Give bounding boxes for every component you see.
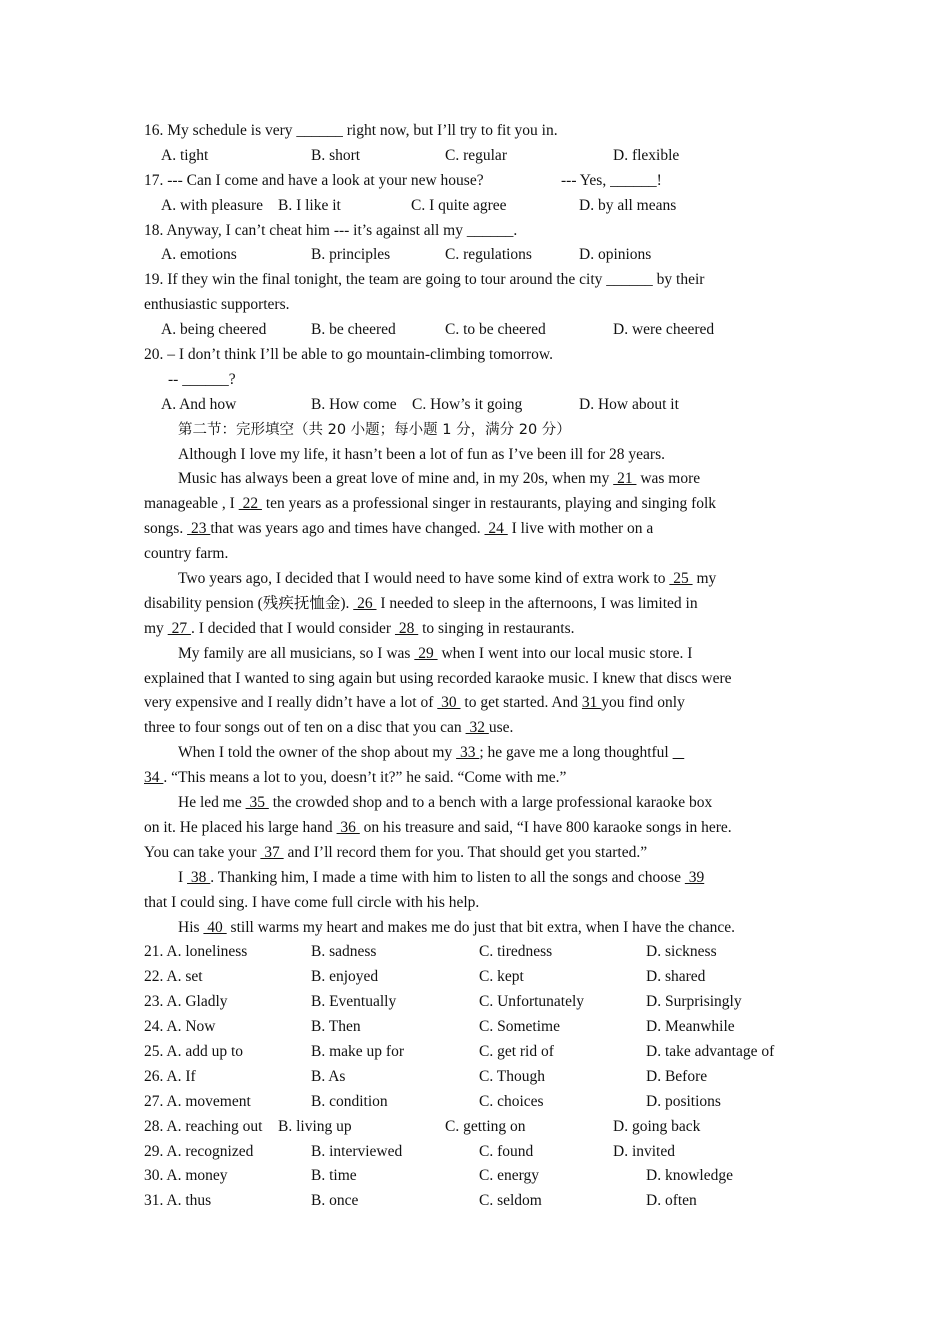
option-d[interactable]: D. How about it bbox=[579, 395, 679, 413]
cloze-option-b[interactable]: B. Eventually bbox=[311, 993, 397, 1011]
blank-21[interactable]: 21 bbox=[613, 470, 637, 488]
option-b[interactable]: B. be cheered bbox=[311, 321, 396, 339]
blank-37[interactable]: 37 bbox=[260, 843, 284, 861]
cloze-option-c[interactable]: C. Though bbox=[479, 1067, 546, 1085]
cloze-option-row bbox=[144, 1140, 809, 1165]
passage-line: 34 . “This means a lot to you, doesn’t it?” he said. “Come with me.” bbox=[144, 769, 567, 787]
cloze-option-b[interactable]: B. living up bbox=[278, 1117, 352, 1135]
cloze-option-d[interactable]: D. take advantage of bbox=[646, 1042, 775, 1060]
blank-29[interactable]: 29 bbox=[414, 644, 438, 662]
passage-line: my 27 . I decided that I would consider 28 to singing in restaurants. bbox=[144, 619, 575, 637]
blank-36[interactable]: 36 bbox=[336, 818, 360, 836]
cloze-option-a[interactable]: 21. A. loneliness bbox=[144, 943, 248, 961]
passage-line: three to four songs out of ten on a disc that you can 32 use. bbox=[144, 719, 514, 737]
blank-33[interactable]: 33 bbox=[456, 744, 480, 762]
cloze-option-d[interactable]: D. positions bbox=[646, 1092, 721, 1110]
option-a[interactable]: A. And how bbox=[161, 395, 237, 413]
cloze-option-row bbox=[144, 1015, 809, 1040]
option-a[interactable]: A. with pleasure bbox=[161, 196, 264, 214]
cloze-option-d[interactable]: D. Surprisingly bbox=[646, 993, 742, 1011]
passage-line: on it. He placed his large hand 36 on his treasure and said, “I have 800 karaoke songs in here. bbox=[144, 818, 732, 836]
question-17-reply: --- Yes, ______! bbox=[561, 171, 662, 189]
question-19-options bbox=[144, 318, 809, 343]
cloze-option-a[interactable]: 22. A. set bbox=[144, 968, 203, 986]
option-c[interactable]: C. How’s it going bbox=[412, 395, 523, 413]
cloze-option-d[interactable]: D. invited bbox=[613, 1142, 675, 1160]
question-19-stem-cont: enthusiastic supporters. bbox=[144, 296, 290, 314]
option-d[interactable]: D. by all means bbox=[579, 196, 677, 214]
option-b[interactable]: B. short bbox=[311, 146, 361, 164]
cloze-option-c[interactable]: C. tiredness bbox=[479, 943, 553, 961]
cloze-option-a[interactable]: 25. A. add up to bbox=[144, 1042, 244, 1060]
question-18-options bbox=[144, 243, 809, 268]
option-b[interactable]: B. principles bbox=[311, 246, 391, 264]
cloze-option-c[interactable]: C. choices bbox=[479, 1092, 544, 1110]
cloze-option-d[interactable]: D. knowledge bbox=[646, 1167, 733, 1185]
cloze-option-b[interactable]: B. time bbox=[311, 1167, 357, 1185]
cloze-option-b[interactable]: B. Then bbox=[311, 1018, 361, 1036]
option-d[interactable]: D. flexible bbox=[613, 146, 680, 164]
cloze-option-c[interactable]: C. found bbox=[479, 1142, 534, 1160]
blank-27[interactable]: 27 bbox=[167, 619, 191, 637]
passage-line: manageable , I 22 ten years as a professional singer in restaurants, playing and singing folk bbox=[144, 495, 717, 513]
cloze-option-c[interactable]: C. Unfortunately bbox=[479, 993, 585, 1011]
cloze-option-b[interactable]: B. enjoyed bbox=[311, 968, 379, 986]
passage-line: explained that I wanted to sing again but using recorded karaoke music. I knew that discs were bbox=[144, 669, 732, 687]
passage-line: country farm. bbox=[144, 545, 229, 563]
option-d[interactable]: D. were cheered bbox=[613, 321, 715, 339]
cloze-option-row bbox=[144, 940, 809, 965]
blank-38[interactable]: 38 bbox=[187, 868, 211, 886]
passage-line: My family are all musicians, so I was 29 when I went into our local music store. I bbox=[178, 644, 693, 662]
cloze-option-a[interactable]: 23. A. Gladly bbox=[144, 993, 228, 1011]
option-c[interactable]: C. to be cheered bbox=[445, 321, 546, 339]
passage-line: His 40 still warms my heart and makes me do just that bit extra, when I have the chance. bbox=[178, 918, 736, 936]
exam-page bbox=[144, 119, 809, 1214]
cloze-option-row bbox=[144, 1115, 809, 1140]
option-a[interactable]: A. being cheered bbox=[161, 321, 267, 339]
passage-line: Two years ago, I decided that I would need to have some kind of extra work to 25 my bbox=[178, 570, 717, 588]
cloze-option-c[interactable]: C. kept bbox=[479, 968, 524, 986]
question-16-options bbox=[144, 144, 809, 169]
question-17-options bbox=[144, 194, 809, 219]
cloze-option-row bbox=[144, 1189, 809, 1214]
cloze-options bbox=[144, 940, 809, 1214]
cloze-option-c[interactable]: C. Sometime bbox=[479, 1018, 560, 1036]
cloze-option-b[interactable]: B. once bbox=[311, 1192, 359, 1210]
blank-32[interactable]: 32 bbox=[465, 719, 489, 737]
blank-28[interactable]: 28 bbox=[394, 619, 419, 637]
cloze-option-row bbox=[144, 990, 809, 1015]
blank-24[interactable]: 24 bbox=[484, 520, 508, 538]
cloze-option-d[interactable]: D. going back bbox=[613, 1117, 701, 1135]
cloze-option-a[interactable]: 30. A. money bbox=[144, 1167, 228, 1185]
cloze-option-row bbox=[144, 1090, 809, 1115]
cloze-option-d[interactable]: D. Meanwhile bbox=[646, 1018, 735, 1036]
passage-line: He led me 35 the crowded shop and to a bench with a large professional karaoke box bbox=[178, 794, 713, 812]
passage-line: songs. 23 that was years ago and times have changed. 24 I live with mother on a bbox=[144, 520, 654, 538]
blank-26[interactable]: 26 bbox=[353, 594, 377, 612]
cloze-option-d[interactable]: D. often bbox=[646, 1192, 697, 1210]
cloze-option-c[interactable]: C. getting on bbox=[445, 1117, 526, 1135]
passage-line: I 38 . Thanking him, I made a time with him to listen to all the songs and choose 39 bbox=[178, 868, 705, 886]
cloze-option-d[interactable]: D. sickness bbox=[646, 943, 717, 961]
cloze-option-a[interactable]: 29. A. recognized bbox=[144, 1142, 254, 1160]
cloze-option-a[interactable]: 28. A. reaching out bbox=[144, 1117, 263, 1135]
cloze-option-row bbox=[144, 1065, 809, 1090]
cloze-option-a[interactable]: 26. A. If bbox=[144, 1067, 196, 1085]
option-d[interactable]: D. opinions bbox=[579, 246, 652, 264]
option-a[interactable]: A. emotions bbox=[161, 246, 237, 264]
passage-line: When I told the owner of the shop about my 33 ; he gave me a long thoughtful bbox=[144, 741, 809, 766]
blank-40[interactable]: 40 bbox=[203, 918, 227, 936]
blank-25[interactable]: 25 bbox=[669, 570, 693, 588]
option-c[interactable]: C. regular bbox=[445, 146, 507, 164]
blank-35[interactable]: 35 bbox=[245, 794, 269, 812]
question-20-options bbox=[144, 393, 809, 418]
option-c[interactable]: C. regulations bbox=[445, 246, 532, 264]
blank-22[interactable]: 22 bbox=[238, 495, 262, 513]
cloze-option-b[interactable]: B. As bbox=[311, 1067, 346, 1085]
passage-line: You can take your 37 and I’ll record them for you. That should get you started.” bbox=[144, 843, 648, 861]
passage-line: Music has always been a great love of mine and, in my 20s, when my 21 was more bbox=[178, 470, 701, 488]
blank-34-start[interactable] bbox=[673, 744, 685, 761]
section-title: 第二节：完形填空（共 20 小题；每小题 1 分，满分 20 分） bbox=[178, 421, 571, 438]
passage-line: very expensive and I really didn’t have a lot of 30 to get started. And 31 you find only bbox=[144, 694, 685, 712]
passage-line: Although I love my life, it hasn’t been a lot of fun as I’ve been ill for 28 years. bbox=[178, 445, 665, 463]
option-a[interactable]: A. tight bbox=[161, 146, 209, 164]
blank-39[interactable]: 39 bbox=[684, 868, 705, 886]
cloze-option-a[interactable]: 24. A. Now bbox=[144, 1018, 216, 1036]
option-b[interactable]: B. How come bbox=[311, 395, 397, 413]
cloze-option-d[interactable]: D. Before bbox=[646, 1067, 708, 1085]
cloze-option-c[interactable]: C. seldom bbox=[479, 1192, 542, 1210]
blank-23[interactable]: 23 bbox=[187, 520, 211, 538]
option-b[interactable]: B. I like it bbox=[278, 196, 341, 214]
cloze-option-b[interactable]: B. sadness bbox=[311, 943, 377, 961]
passage-line: disability pension (残疾抚恤金). 26 I needed to sleep in the afternoons, I was limited in bbox=[144, 594, 698, 612]
passage-line: that I could sing. I have come full circle with his help. bbox=[144, 893, 480, 911]
option-c[interactable]: C. I quite agree bbox=[411, 196, 507, 214]
cloze-option-d[interactable]: D. shared bbox=[646, 968, 706, 986]
question-16-stem: 16. My schedule is very ______ right now, but I’ll try to fit you in. bbox=[144, 122, 558, 139]
blank-31[interactable]: 31 bbox=[581, 694, 602, 712]
cloze-option-a[interactable]: 27. A. movement bbox=[144, 1092, 251, 1110]
cloze-option-b[interactable]: B. interviewed bbox=[311, 1142, 403, 1160]
question-19-stem: 19. If they win the final tonight, the team are going to tour around the city ______ by their bbox=[144, 271, 705, 289]
blank-30[interactable]: 30 bbox=[437, 694, 461, 712]
cloze-option-c[interactable]: C. energy bbox=[479, 1167, 539, 1185]
question-17-prompt: 17. --- Can I come and have a look at your new house? bbox=[144, 171, 484, 189]
cloze-option-a[interactable]: 31. A. thus bbox=[144, 1192, 212, 1210]
blank-34[interactable]: 34 bbox=[144, 769, 164, 787]
question-17-stem bbox=[144, 169, 809, 194]
cloze-option-row bbox=[144, 1040, 809, 1065]
cloze-option-b[interactable]: B. make up for bbox=[311, 1042, 404, 1060]
cloze-option-row bbox=[144, 965, 809, 990]
question-20-stem-cont: -- ______? bbox=[168, 370, 236, 388]
question-20-stem: 20. – I don’t think I’ll be able to go mountain-climbing tomorrow. bbox=[144, 346, 553, 364]
cloze-option-c[interactable]: C. get rid of bbox=[479, 1042, 554, 1060]
cloze-option-b[interactable]: B. condition bbox=[311, 1092, 388, 1110]
cloze-option-row bbox=[144, 1164, 809, 1189]
question-18-stem: 18. Anyway, I can’t cheat him --- it’s against all my ______. bbox=[144, 221, 518, 239]
